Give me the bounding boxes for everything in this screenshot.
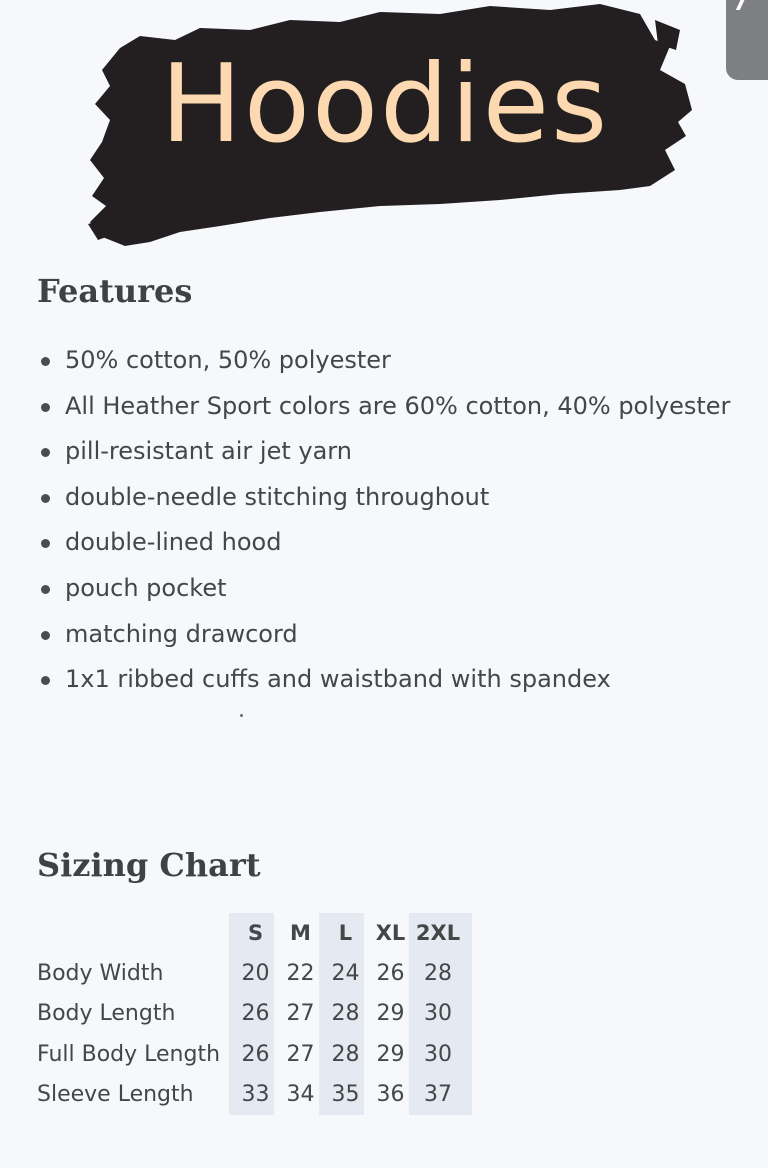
list-item-text: All Heather Sport colors are 60% cotton, 40% polyester [65,391,731,420]
row-label: Body Length [37,1001,176,1026]
row-label: Full Body Length [37,1041,221,1067]
bullet-icon [41,357,50,366]
bullet-icon [41,539,50,548]
list-item [37,429,730,475]
row-label: Body Width [37,960,164,986]
tab-mark-icon [736,0,760,10]
list-item-text: 50% cotton, 50% polyester [65,346,391,374]
table-cell: 27 [286,1001,315,1026]
table-cell: 30 [424,1041,452,1067]
table-cell: 28 [424,960,452,986]
size-header: XL [375,921,406,945]
list-item-text: pill-resistant air jet yarn [65,437,352,466]
list-item-text: pouch pocket [65,573,227,602]
size-header: 2XL [415,921,461,945]
list-item [37,475,730,521]
table-cell: 28 [331,1001,360,1026]
table-cell: 26 [241,1001,270,1026]
table-cell: 27 [286,1041,315,1067]
list-item-text: matching drawcord [65,619,298,648]
sizing-heading: Sizing Chart [37,846,261,884]
size-header: L [338,921,353,945]
table-cell: 26 [376,960,405,986]
size-header: S [247,921,264,945]
list-item [37,612,730,658]
table-corner [33,913,233,954]
bullet-icon [41,494,50,503]
features-heading: Features [37,272,193,310]
bullet-icon [41,676,50,685]
table-row [33,994,463,1035]
page-title: Hoodies [160,42,610,167]
table-cell: 30 [424,1001,452,1026]
table-row [33,1075,463,1116]
features-list [37,338,730,703]
table-cell: 28 [331,1041,360,1067]
bullet-icon [41,631,50,640]
list-item-text: double-lined hood [65,528,282,557]
table-cell: 22 [286,960,315,986]
table-cell: 29 [376,1001,405,1026]
table-row [33,1035,463,1076]
table-row [33,954,463,995]
list-item-text: double-needle stitching throughout [65,482,490,511]
table-cell: 29 [376,1041,405,1067]
corner-tab [726,0,768,80]
list-item [37,657,730,703]
bullet-icon [41,585,50,594]
table-cell: 35 [331,1082,360,1107]
bullet-icon [41,448,50,457]
table-cell: 24 [331,960,360,986]
list-item [37,384,730,430]
list-item [37,520,730,566]
table-cell: 26 [241,1041,270,1067]
table-header-row [33,913,463,954]
list-item [37,566,730,612]
table-cell: 33 [241,1082,270,1107]
list-item-text: 1x1 ribbed cuffs and waistband with spandex [65,665,611,694]
table-cell: 36 [376,1082,405,1107]
table-cell: 20 [241,960,270,986]
table-cell: 34 [286,1082,315,1107]
sizing-table [33,913,463,1116]
list-item [37,338,730,384]
table-cell: 37 [424,1082,452,1107]
row-label: Sleeve Length [37,1082,194,1107]
bullet-icon [41,403,50,412]
size-header: M [290,921,311,945]
stray-dot [240,714,243,717]
